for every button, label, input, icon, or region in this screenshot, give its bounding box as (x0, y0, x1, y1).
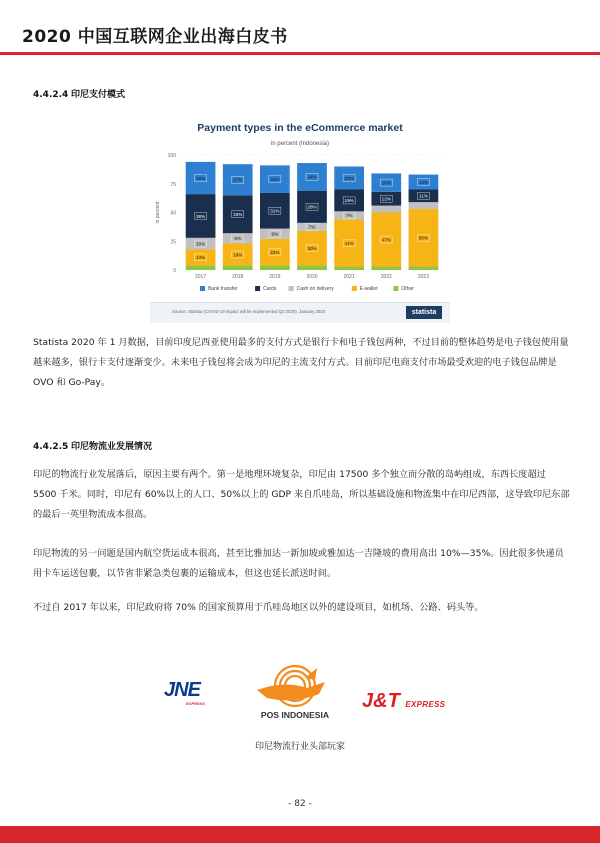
legend-label: Bank transfer (208, 286, 238, 292)
paragraph-payment-summary: Statista 2020 年 1 月数据，目前印度尼西亚使用最多的支付方式是银行卡和电子钱包两种，不过目前的整体趋势是电子钱包使用量越来越多，银行卡支付逐渐变少。未来电子钱包将会成为印尼的主流支付方式。目前印尼电商支付市场最受欢迎的电子钱包品牌是 OVO 和 Go-Pay。 (33, 337, 569, 388)
bar-segment (260, 265, 290, 270)
x-tick-label: 2020 (306, 274, 318, 280)
paragraph-logistics-1: 印尼的物流行业发展落后，原因主要有两个。第一是地理环境复杂，印尼由 17500 多个独立而分散的岛屿组成，东西长度超过 5500 千米。同时，印尼有 60%以上的人口、50%以上的 GDP 来自爪哇岛，所以基础设施和物流集中在印尼西部，这导致印尼东部的最后一英里物流成本很高。 (33, 469, 570, 520)
section-number: 4.4.2.5 (33, 442, 69, 452)
jnt-logo-sub: EXPRESS (405, 700, 446, 709)
data-label: 28% (307, 204, 317, 210)
data-label: 19% (344, 198, 354, 204)
y-tick-label: 75 (170, 181, 176, 188)
data-label: 33% (233, 212, 243, 218)
legend-swatch (352, 286, 357, 291)
jnt-logo-text: J&T (362, 690, 400, 712)
x-tick-label: 2021 (343, 274, 355, 280)
data-label: 7% (308, 224, 316, 230)
legend-swatch (200, 286, 205, 291)
bar-segment (223, 265, 253, 270)
legend-label: E-wallet (359, 286, 378, 292)
legend-label: Cards (263, 286, 277, 292)
data-label: 50% (418, 235, 429, 241)
header-rule (0, 52, 600, 55)
section-heading-payment (33, 87, 125, 100)
data-label: 47% (381, 237, 391, 243)
payment-types-chart (150, 112, 450, 322)
figure-caption: 印尼物流行业头部玩家 (254, 742, 345, 752)
jne-logo-text: JNE (164, 679, 200, 701)
data-label: 24% (270, 176, 280, 182)
data-label: 13% (418, 179, 429, 185)
bar-segment (371, 206, 401, 213)
section-title: 印尼支付模式 (71, 90, 126, 100)
data-label: 10% (195, 241, 206, 247)
data-label: 24% (307, 174, 317, 180)
data-label: 41% (344, 240, 354, 246)
data-label: 23% (270, 249, 280, 255)
y-tick-label: 100 (167, 153, 176, 159)
data-label: 14% (195, 255, 206, 261)
section-heading-logistics (33, 439, 152, 452)
legend-swatch (393, 286, 398, 291)
chart-subtitle: in percent (Indonesia) (270, 141, 330, 147)
y-tick-label: 0 (173, 268, 176, 274)
bar-segment (334, 267, 364, 270)
data-label: 12% (381, 196, 391, 202)
x-tick-label: 2017 (195, 274, 207, 280)
legend-swatch (255, 286, 260, 291)
pos-bird-icon (245, 660, 345, 710)
y-tick-label: 25 (170, 239, 176, 246)
bar-segment (186, 265, 216, 270)
bar-segment (297, 265, 327, 270)
x-tick-label: 2018 (232, 274, 244, 280)
pos-indonesia-logo (245, 660, 345, 726)
data-label: 19% (233, 252, 243, 258)
pos-logo-text: POS INDONESIA (260, 710, 330, 720)
jne-logo-sub: EXPRESS (186, 701, 205, 706)
data-label: 20% (344, 175, 354, 181)
legend-label: Cash on delivery (296, 286, 334, 292)
page-number: - 82 - (288, 799, 312, 809)
x-tick-label: 2019 (269, 274, 281, 280)
paragraph-logistics-2: 印尼物流的另一问题是国内航空货运成本很高，甚至比雅加达一新加坡或雅加达一吉隆坡的费用高出 10%—35%。因此很多快递员用卡车运送包裹，以节省非紧急类包裹的运输成本，但这也延长派送时间。 (33, 548, 564, 579)
data-label: 30% (307, 245, 317, 251)
data-label: 9% (234, 236, 242, 242)
chart-source-note: Source: Statista (COVID-19 impact will be implemented Q2 2020), January 2020 (172, 309, 326, 314)
footer-rule (0, 826, 600, 843)
page-header-title: 2020 中国互联网企业出海白皮书 (22, 27, 288, 47)
data-label: 31% (270, 208, 280, 214)
statista-logo: statista (406, 306, 442, 319)
data-label: 9% (271, 231, 279, 237)
chart-ylabel: in percent (155, 201, 161, 224)
data-label: 7% (345, 213, 353, 219)
bar-segment (409, 267, 439, 270)
chart-svg (150, 112, 450, 302)
data-label: 16% (381, 180, 391, 186)
section-title: 印尼物流业发展情况 (71, 442, 153, 452)
x-tick-label: 2022 (380, 274, 392, 280)
jne-logo (164, 679, 205, 706)
data-label: 28% (195, 175, 206, 181)
legend-swatch (289, 286, 294, 291)
x-tick-label: 2023 (417, 274, 429, 280)
bar-segment (371, 267, 401, 270)
paragraph-logistics-3: 不过自 2017 年以来，印尼政府将 70% 的国家预算用于爪哇岛地区以外的建设项目，如机场、公路、码头等。 (33, 602, 484, 613)
data-label: 27% (233, 177, 243, 183)
legend-label: Other (401, 286, 414, 292)
data-label: 11% (418, 193, 428, 199)
bar-segment (409, 202, 439, 209)
data-label: 38% (195, 213, 206, 219)
y-tick-label: 50 (170, 210, 176, 217)
section-number: 4.4.2.4 (33, 90, 69, 100)
chart-footer (150, 302, 450, 323)
chart-title: Payment types in the eCommerce market (197, 122, 403, 134)
jnt-express-logo (362, 690, 445, 713)
